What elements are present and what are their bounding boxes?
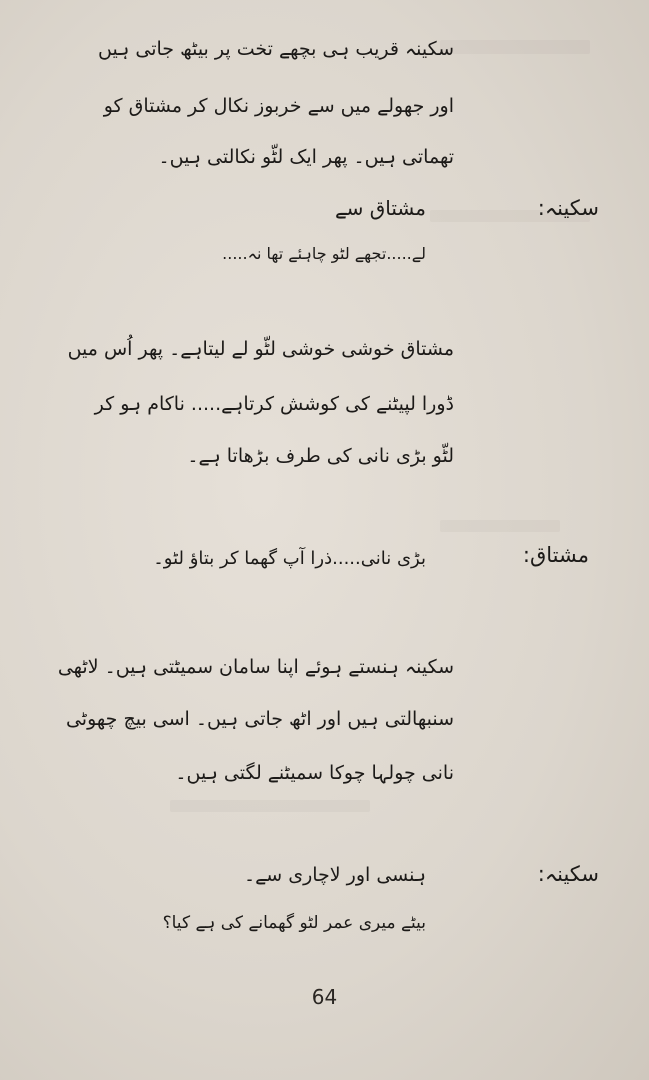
bleed-through-mark [440,40,590,54]
dialogue-line: بڑی نانی.....ذرا آپ گھما کر بتاؤ لٹو۔ [153,548,426,569]
stage-direction-line: تھماتی ہیں۔ پھر ایک لٹّو نکالتی ہیں۔ [158,146,454,168]
dialogue-line: لے.....تجھے لٹو چاہئے تھا نہ..... [222,244,426,263]
bleed-through-mark [170,800,370,812]
stage-direction-line: سنبھالتی ہیں اور اٹھ جاتی ہیں۔ اسی بیچ چھوٹی [65,708,454,730]
stage-direction-line: سکینہ ہنستے ہوئے اپنا سامان سمیٹتی ہیں۔ لاٹھی [57,656,454,678]
stage-direction-line: اور جھولے میں سے خربوز نکال کر مشتاق کو [103,95,454,117]
stage-direction-line: سکینہ قریب ہی بچھے تخت پر بیٹھ جاتی ہیں [98,38,454,60]
page-number: 64 [311,985,338,1009]
dialogue-line: ہنسی اور لاچاری سے۔ [243,864,426,886]
dialogue-line: بیٹے میری عمر لٹو گھمانے کی ہے کیا؟ [162,913,426,933]
speaker-name: مشتاق: [522,543,589,567]
stage-direction-line: نانی چولہا چوکا سمیٹنے لگتی ہیں۔ [175,762,454,784]
dialogue-line: مشتاق سے [334,196,426,220]
stage-direction-line: لٹّو بڑی نانی کی طرف بڑھاتا ہے۔ [187,445,454,467]
speaker-name: سکینہ: [537,862,599,886]
speaker-name: سکینہ: [537,196,599,220]
stage-direction-line: ڈورا لپیٹنے کی کوشش کرتاہے..... ناکام ہو کر [94,393,454,415]
stage-direction-line: مشتاق خوشی خوشی لٹّو لے لیتاہے۔ پھر اُس میں [67,338,454,360]
bleed-through-mark [440,520,560,532]
